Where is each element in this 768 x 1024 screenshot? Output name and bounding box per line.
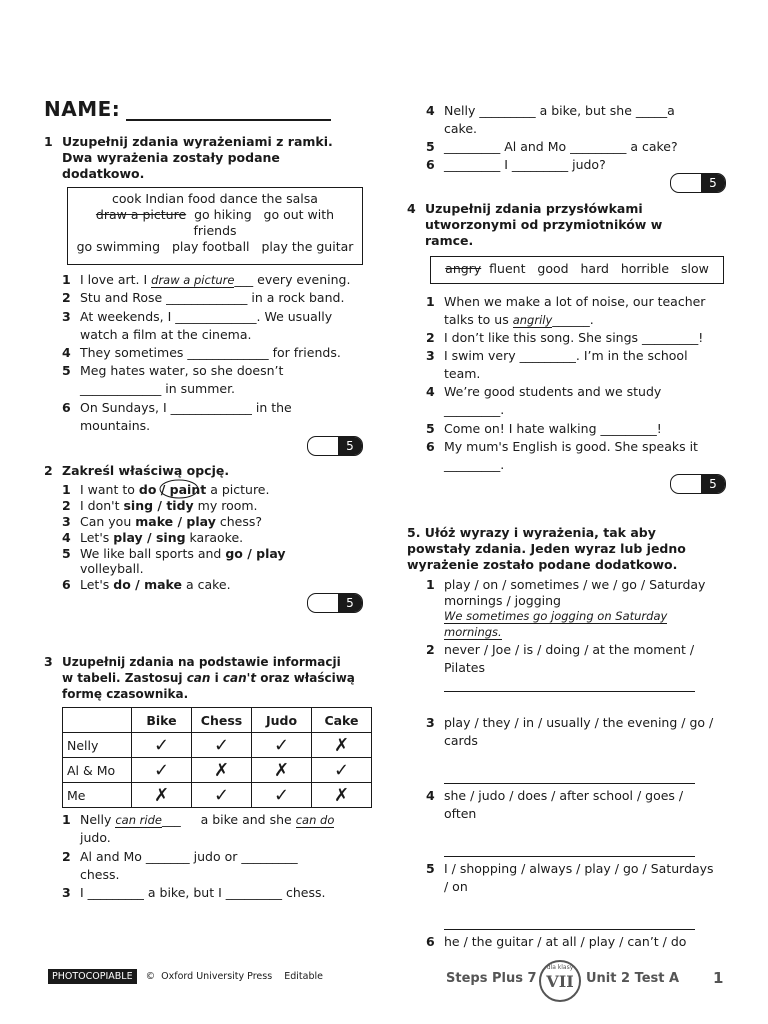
col-chess: Chess: [192, 708, 252, 733]
task2-item-4[interactable]: 4 Let's play / sing karaoke.: [62, 530, 244, 545]
task5-answer-line-5[interactable]: [444, 929, 695, 930]
task5-item-5: 5 I / shopping / always / play / go / Saturdays: [426, 861, 714, 876]
box-line-1: cook Indian food dance the salsa: [112, 191, 318, 206]
task4-item-1: 1 When we make a lot of noise, our teacher: [426, 294, 706, 309]
task2-item-3[interactable]: 3 Can you make / play chess?: [62, 514, 262, 529]
box-struck-phrase: draw a picture: [95, 207, 187, 222]
task1-number: 1: [44, 134, 53, 149]
copyright: © Oxford University Press Editable: [145, 971, 323, 982]
task1-item-4[interactable]: 4 They sometimes _____________ for friends.: [62, 345, 341, 360]
task1-item-5[interactable]: 5 Meg hates water, so she doesn’t: [62, 363, 284, 378]
test-title: Unit 2 Test A: [586, 971, 680, 986]
task5-item-3: 3 play / they / in / usually / the evening / go /: [426, 715, 714, 730]
task2-item-1[interactable]: 1 I want to do / paint a picture.: [62, 482, 270, 497]
table-row: Me ✗ ✓ ✓ ✗: [63, 783, 372, 808]
task4-item-3-cont: team.: [444, 366, 481, 381]
task1-score-box[interactable]: [307, 436, 363, 456]
table-row: Nelly ✓ ✓ ✓ ✗: [63, 733, 372, 758]
task2-heading: Zakreśl właściwą opcję.: [62, 463, 230, 478]
task3-item-4-cont: cake.: [444, 121, 477, 136]
task1-word-box: [67, 187, 363, 265]
page-number: 1: [713, 969, 724, 987]
box-line-3: friends: [193, 223, 237, 238]
task1-item-1: 1 I love art. I draw a picture___ every evening.: [62, 272, 351, 287]
task5-item-1-cont: mornings / jogging: [444, 593, 561, 608]
score-total: 5: [338, 594, 362, 612]
task5-answer-line-3[interactable]: [444, 783, 695, 784]
task5-item-6: 6 he / the guitar / at all / play / can’t / do: [426, 934, 687, 949]
task4-number: 4: [407, 201, 416, 216]
task5-heading: 5. Ułóż wyrazy i wyrażenia, tak aby powstały zdania. Jeden wyraz lub jedno wyrażenie zostało podane dodatkowo.: [407, 525, 686, 572]
table-header-row: [63, 708, 372, 733]
task1-item-6-cont: mountains.: [80, 418, 151, 433]
task5-item-4-cont: often: [444, 806, 477, 821]
col-cake: Cake: [312, 708, 372, 733]
task3-item-5[interactable]: 5 _________ Al and Mo _________ a cake?: [426, 139, 678, 154]
task1-heading: Uzupełnij zdania wyrażeniami z ramki. Dwa wyrażenia zostały podane dodatkowo.: [62, 134, 333, 181]
task4-score-box[interactable]: [670, 474, 726, 494]
task2-score-box[interactable]: [307, 593, 363, 613]
task1-example: draw a picture: [151, 273, 235, 287]
task3-item-6[interactable]: 6 _________ I _________ judo?: [426, 157, 606, 172]
task3-example-1: can ride: [115, 813, 162, 827]
task5-example-line-2: mornings.: [444, 625, 502, 639]
task3-item-4[interactable]: 4 Nelly _________ a bike, but she _____a: [426, 103, 675, 118]
task4-example: angrily: [512, 313, 553, 327]
task4-item-1-cont: talks to us angrily______.: [444, 312, 594, 327]
task4-word-box: [430, 256, 724, 284]
task2-item-5-cont: volleyball.: [80, 561, 144, 576]
task1-item-3-cont: watch a film at the cinema.: [80, 327, 252, 342]
task2-item-6[interactable]: 6 Let's do / make a cake.: [62, 577, 231, 592]
task1-item-6[interactable]: 6 On Sundays, I _____________ in the: [62, 400, 292, 415]
name-line[interactable]: [126, 101, 331, 121]
task1-item-5-cont[interactable]: _____________ in summer.: [80, 381, 236, 396]
task3-item-3[interactable]: 3 I _________ a bike, but I _________ chess.: [62, 885, 326, 900]
task3-item-1-cont: judo.: [80, 830, 111, 845]
task2-item-2[interactable]: 2 I don't sing / tidy my room.: [62, 498, 258, 513]
task1-item-2[interactable]: 2 Stu and Rose _____________ in a rock band.: [62, 290, 345, 305]
task3-number: 3: [44, 654, 53, 669]
box-struck-word: angry: [445, 261, 482, 276]
task3-item-2-cont: chess.: [80, 867, 120, 882]
task2-number: 2: [44, 463, 53, 478]
task5-item-3-cont: cards: [444, 733, 478, 748]
name-label: NAME:: [44, 97, 121, 121]
task5-answer-line-4[interactable]: [444, 856, 695, 857]
name-field[interactable]: [44, 97, 331, 121]
task3-score-box[interactable]: [670, 173, 726, 193]
footer-left: [48, 971, 323, 982]
task4-item-5[interactable]: 5 Come on! I hate walking _________!: [426, 421, 662, 436]
table-row: Al & Mo ✓ ✗ ✗ ✓: [63, 758, 372, 783]
box-line-4: go swimming play football play the guitar: [76, 239, 354, 254]
task5-item-5-cont: / on: [444, 879, 468, 894]
task4-item-3[interactable]: 3 I swim very _________. I’m in the school: [426, 348, 688, 363]
task5-answer-line-2[interactable]: [444, 691, 695, 692]
task4-item-6-cont[interactable]: _________.: [444, 457, 505, 472]
task3-example-2: can do: [295, 813, 335, 827]
task4-item-6[interactable]: 6 My mum's English is good. She speaks it: [426, 439, 698, 454]
col-bike: Bike: [132, 708, 192, 733]
task3-item-2[interactable]: 2 Al and Mo _______ judo or _________: [62, 849, 298, 864]
score-total: 5: [338, 437, 362, 455]
task3-table: [62, 707, 372, 808]
col-judo: Judo: [252, 708, 312, 733]
task4-item-2[interactable]: 2 I don’t like this song. She sings _________!: [426, 330, 704, 345]
task5-example-line-1: We sometimes go jogging on Saturday: [444, 609, 668, 623]
task5-item-1: 1 play / on / sometimes / we / go / Saturday: [426, 577, 706, 592]
grade-logo: dla klasy VII: [539, 960, 581, 1002]
task1-item-3[interactable]: 3 At weekends, I _____________. We usually: [62, 309, 333, 324]
score-total: 5: [701, 174, 725, 192]
score-total: 5: [701, 475, 725, 493]
photocopiable-badge: PHOTOCOPIABLE: [48, 969, 137, 984]
task3-item-1: 1 Nelly can ride___ a bike and she can do: [62, 812, 335, 827]
task2-item-5[interactable]: 5 We like ball sports and go / play: [62, 546, 286, 561]
task5-item-4: 4 she / judo / does / after school / goes /: [426, 788, 684, 803]
task3-heading: Uzupełnij zdania na podstawie informacji w tabeli. Zastosuj can i can't oraz właściwą formę czasownika.: [62, 655, 355, 701]
task4-heading: Uzupełnij zdania przysłówkami utworzonymi od przymiotników w ramce.: [425, 201, 663, 248]
task5-item-2-cont: Pilates: [444, 660, 485, 675]
box-words: fluent good hard horrible slow: [481, 261, 709, 276]
task4-item-4[interactable]: 4 We’re good students and we study: [426, 384, 662, 399]
course-title: Steps Plus 7: [446, 971, 537, 986]
box-line-2: go hiking go out with: [186, 207, 335, 222]
task4-item-4-cont[interactable]: _________.: [444, 402, 505, 417]
task5-item-2: 2 never / Joe / is / doing / at the moment /: [426, 642, 695, 657]
